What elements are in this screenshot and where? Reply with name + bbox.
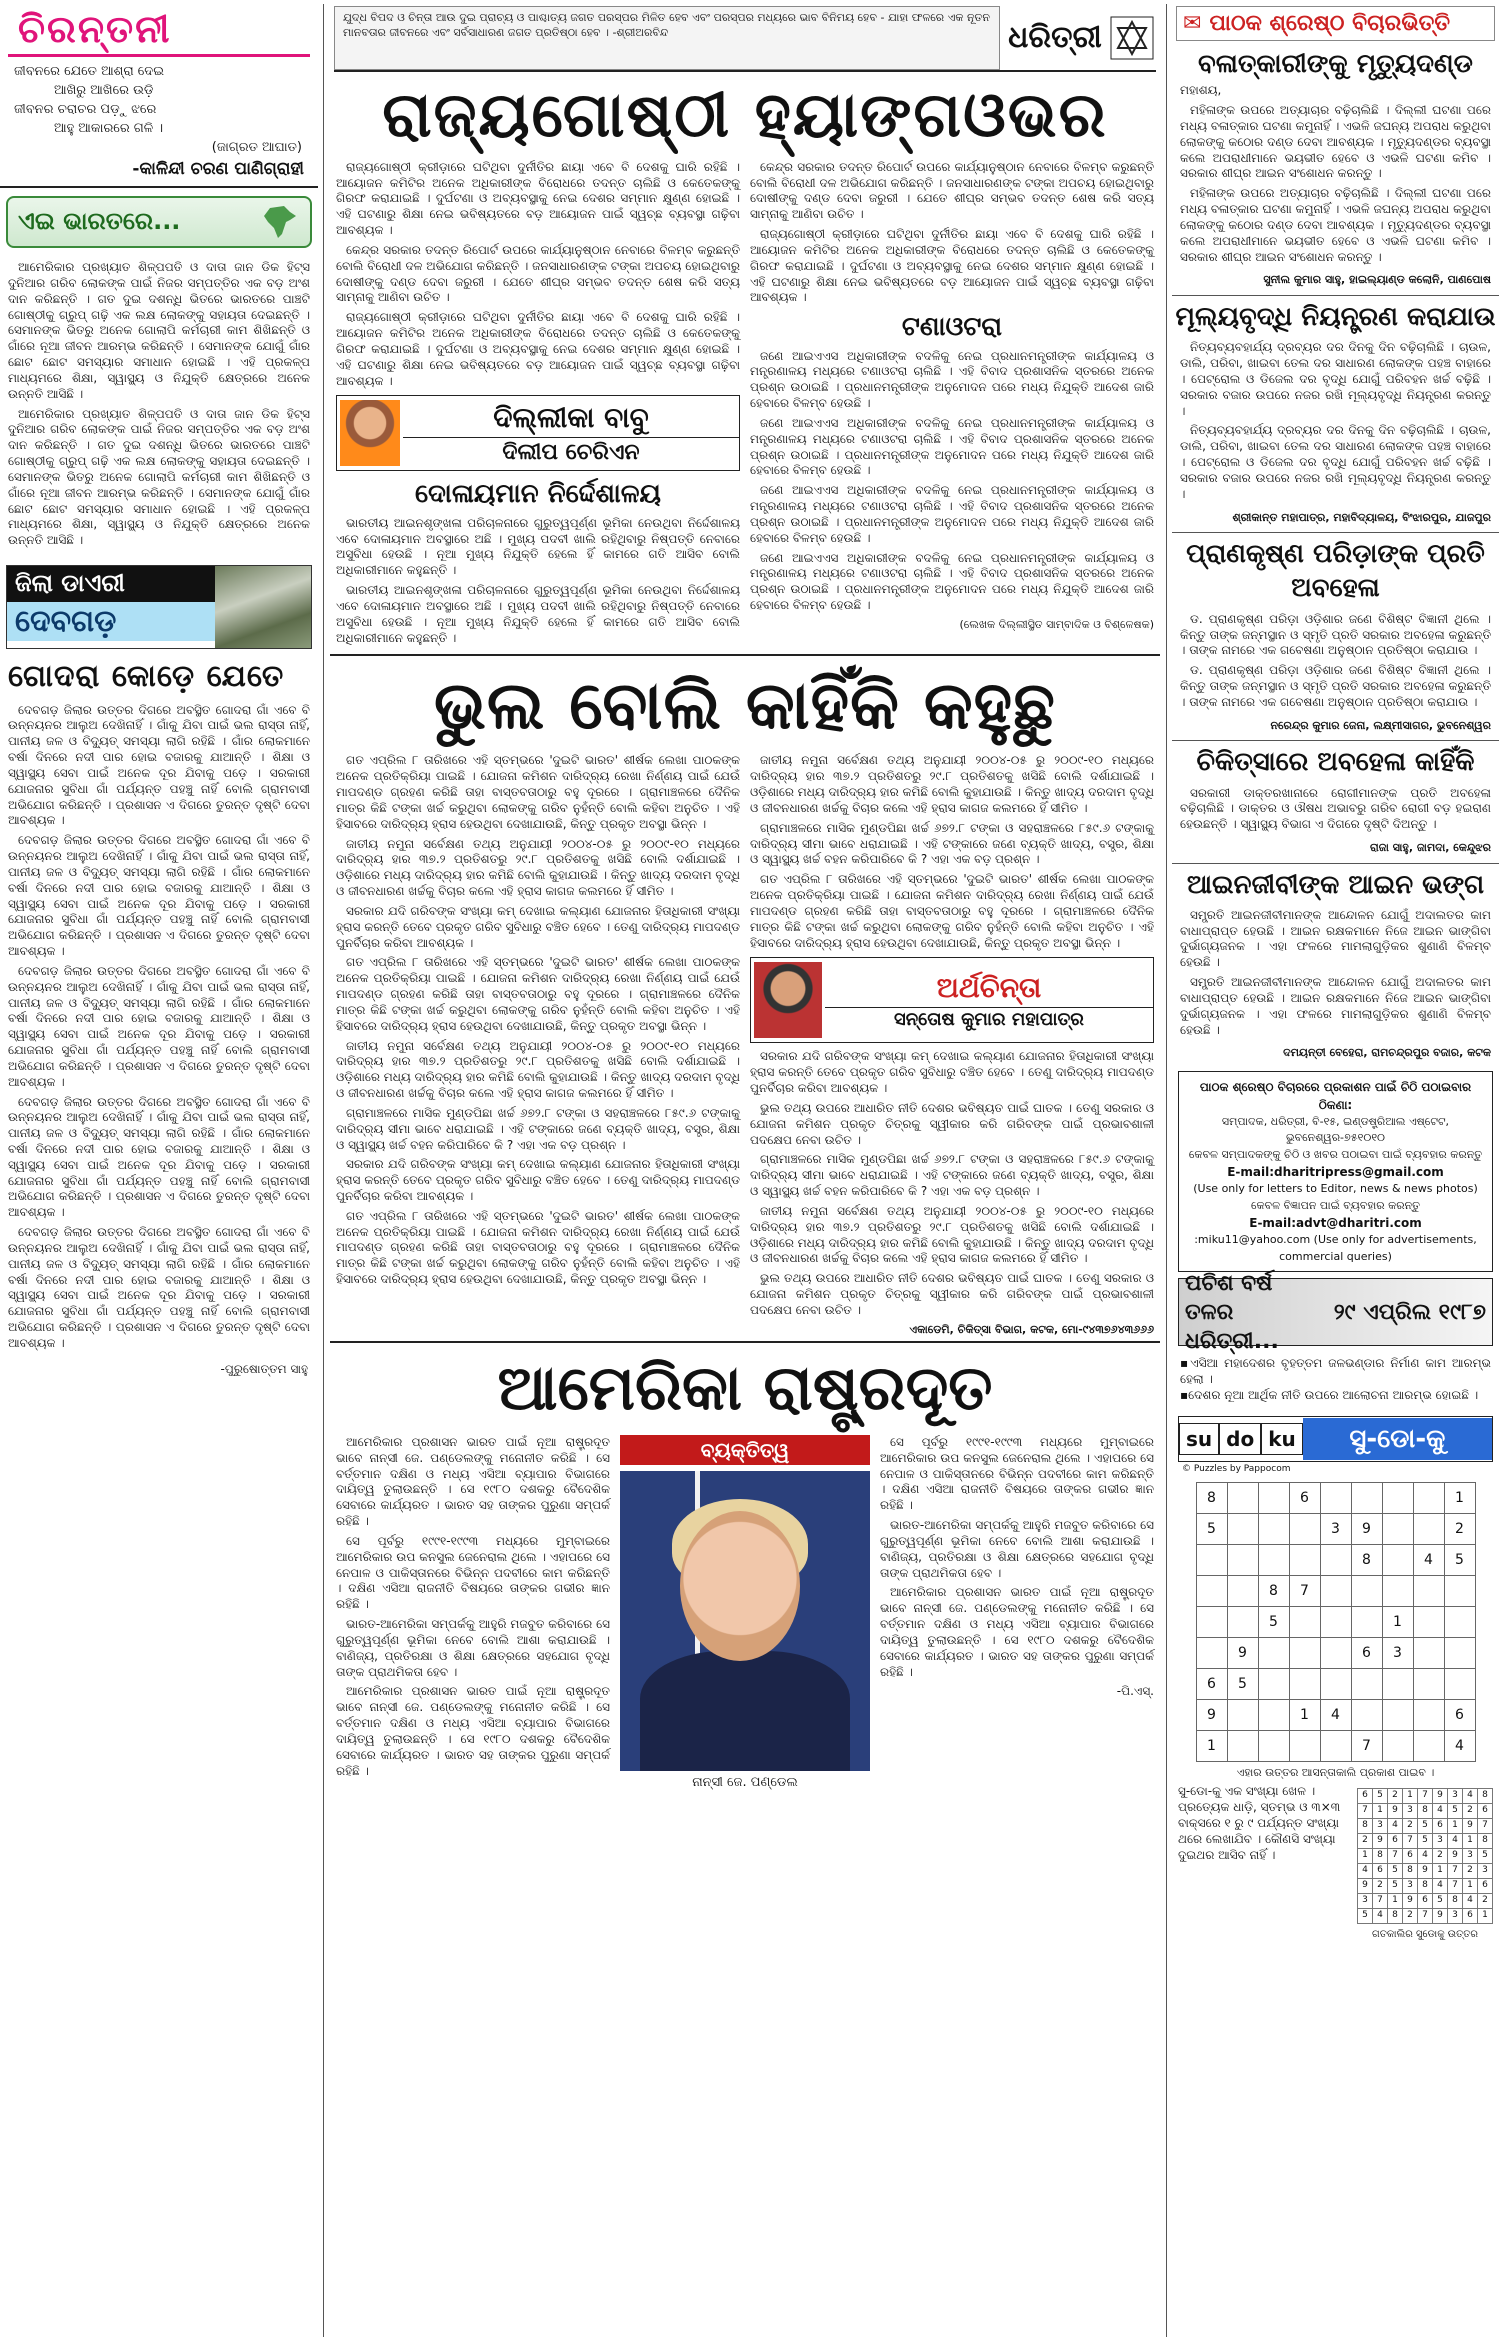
- solution-cell: 6: [1388, 1834, 1403, 1849]
- solution-cell: 9: [1373, 1834, 1388, 1849]
- sudoku-cell[interactable]: 8: [1196, 1482, 1227, 1513]
- solution-cell: 1: [1403, 1789, 1418, 1804]
- solution-cell: 4: [1433, 1804, 1448, 1819]
- poem-author: -କାଳିନ୍ଦୀ ଚରଣ ପାଣିଗ୍ରାହୀ: [132, 158, 304, 179]
- america-article: ଆମେରିକାର ପ୍ରଶାସନ ଭାରତ ପାଇଁ ନୂଆ ରାଷ୍ଟ୍ରଦୂତ ଭାବେ ନାନ୍ସୀ ଜେ. ପଣ୍ଡେଲଙ୍କୁ ମନୋନୀତ କରିଛି । ସେ ବର୍ତ୍ତମାନ ଦକ୍ଷିଣ ଓ ମଧ୍ୟ ଏସିଆ ବ୍ୟାପାର ବିଭାଗରେ ଦାୟିତ୍ୱ ତୁଲାଉଛନ୍ତି । ସେ ୧୯୮୦ ଦଶକରୁ ବୈଦେଶିକ ସେବାରେ କାର୍ଯ୍ୟରତ । ଭାରତ ସହ ତାଙ୍କର ପୁରୁଣା ସମ୍ପର୍କ ରହିଛି । ସେ ପୂର୍ବରୁ ୧୯୯୧-୧୯୯୩ ମଧ୍ୟରେ ମୁମ୍ବାଇରେ ଆମେରିକାର ଉପ କନସୁଲ ଜେନେରାଲ ଥିଲେ । ଏହାପରେ ସେ ନେପାଳ ଓ ପାକିସ୍ତାନରେ ବିଭିନ୍ନ ପଦବୀରେ କାମ କରିଛନ୍ତି । ଦକ୍ଷିଣ ଏସିଆ ରାଜନୀତି ବିଷୟରେ ତାଙ୍କର ଗଭୀର ଜ୍ଞାନ ରହିଛି । ଭାରତ-ଆମେରିକା ସମ୍ପର୍କକୁ ଆହୁରି ମଜବୁତ କରିବାରେ ସେ ଗୁରୁତ୍ୱପୂର୍ଣ୍ଣ ଭୂମିକା ନେବେ ବୋଲି ଆଶା କରାଯାଉଛି । ବାଣିଜ୍ୟ, ପ୍ରତିରକ୍ଷା ଓ ଶିକ୍ଷା କ୍ଷେତ୍ରରେ ସହଯୋଗ ବୃଦ୍ଧି ତାଙ୍କ ପ୍ରାଥମିକତା ହେବ । ଆମେରିକାର ପ୍ରଶାସନ ଭାରତ ପାଇଁ ନୂଆ ରାଷ୍ଟ୍ରଦୂତ ଭାବେ ନାନ୍ସୀ ଜେ. ପଣ୍ଡେଲଙ୍କୁ ମନୋନୀତ କରିଛି । ସେ ବର୍ତ୍ତମାନ ଦକ୍ଷିଣ ଓ ମଧ୍ୟ ଏସିଆ ବ୍ୟାପାର ବିଭାଗରେ ଦାୟିତ୍ୱ ତୁଲାଉଛନ୍ତି । ସେ ୧୯୮୦ ଦଶକରୁ ବୈଦେଶିକ ସେବାରେ କାର୍ଯ୍ୟରତ । ଭାରତ ସହ ତାଙ୍କର ପୁରୁଣା ସମ୍ପର୍କ ରହିଛି । ବ୍ୟକ୍ତିତ୍ୱ ନାନ୍ସୀ ଜେ. ପଣ୍ଡେଲ ସେ ପୂର୍ବରୁ ୧୯୯୧-୧୯୯୩ ମଧ୍ୟରେ ମୁମ୍ବାଇରେ ଆମେରିକାର ଉପ କନସୁଲ ଜେନେରାଲ ଥିଲେ । ଏହାପରେ ସେ ନେପାଳ ଓ ପାକିସ୍ତାନରେ ବିଭିନ୍ନ ପଦବୀରେ କାମ କରିଛନ୍ତି । ଦକ୍ଷିଣ ଏସିଆ ରାଜନୀତି ବିଷୟରେ ତାଙ୍କର ଗଭୀର ଜ୍ଞାନ ରହିଛି । ଭାରତ-ଆମେରିକା ସମ୍ପର୍କକୁ ଆହୁରି ମଜବୁତ କରିବାରେ ସେ ଗୁରୁତ୍ୱପୂର୍ଣ୍ଣ ଭୂମିକା ନେବେ ବୋଲି ଆଶା କରାଯାଉଛି । ବାଣିଜ୍ୟ, ପ୍ରତିରକ୍ଷା ଓ ଶିକ୍ଷା କ୍ଷେତ୍ରରେ ସହଯୋଗ ବୃଦ୍ଧି ତାଙ୍କ ପ୍ରାଥମିକତା ହେବ । ଆମେରିକାର ପ୍ରଶାସନ ଭାରତ ପାଇଁ ନୂଆ ରାଷ୍ଟ୍ରଦୂତ ଭାବେ ନାନ୍ସୀ ଜେ. ପଣ୍ଡେଲଙ୍କୁ ମନୋନୀତ କରିଛି । ସେ ବର୍ତ୍ତମାନ ଦକ୍ଷିଣ ଓ ମଧ୍ୟ ଏସିଆ ବ୍ୟାପାର ବିଭାଗରେ ଦାୟିତ୍ୱ ତୁଲାଉଛନ୍ତି । ସେ ୧୯୮୦ ଦଶକରୁ ବୈଦେଶିକ ସେବାରେ କାର୍ଯ୍ୟରତ । ଭାରତ ସହ ତାଙ୍କର ପୁରୁଣା ସମ୍ପର୍କ ରହିଛି । -ପି.ଏସ୍.: [330, 1435, 1160, 1795]
- solution-cell: 2: [1433, 1849, 1448, 1864]
- sudoku-cell[interactable]: [1196, 1637, 1227, 1668]
- solution-cell: 2: [1463, 1804, 1478, 1819]
- godara-heading: ଗୋଦରା କୋଡ଼େ ଯେତେ: [8, 659, 285, 695]
- sudoku-cell[interactable]: [1444, 1575, 1475, 1606]
- sudoku-cell[interactable]: [1413, 1606, 1444, 1637]
- solution-cell: 8: [1373, 1849, 1388, 1864]
- anniversary-banner: [1178, 1270, 1493, 1354]
- sudoku-cell[interactable]: [1227, 1544, 1258, 1575]
- solution-cell: 9: [1433, 1909, 1448, 1924]
- sudoku-odia-title: ସୁ-ଡୋ-କୁ: [1303, 1418, 1492, 1460]
- letter-heading: ବଳାତ୍କାରୀଙ୍କୁ ମୃତ୍ୟୁଦଣ୍ଡ: [1198, 49, 1473, 80]
- letter-signature: ରାଜା ସାହୁ, ଜାମଦା, କେନ୍ଦୁଝର: [1370, 840, 1491, 854]
- author-name: ସନ୍ତୋଷ କୁମାର ମହାପାତ୍ର: [825, 1007, 1153, 1032]
- sudoku-cell[interactable]: [1227, 1482, 1258, 1513]
- solution-cell: 5: [1388, 1879, 1403, 1894]
- letters-title: ପାଠକ ଶ୍ରେଷ୍ଠ ବିଚାରଭିତ୍ତି: [1209, 11, 1451, 36]
- sudoku-cell[interactable]: 3: [1382, 1637, 1413, 1668]
- sudoku-cell[interactable]: [1444, 1668, 1475, 1699]
- solution-cell: 7: [1358, 1804, 1373, 1819]
- solution-cell: 3: [1373, 1819, 1388, 1834]
- solution-cell: 5: [1373, 1789, 1388, 1804]
- district-diary-label: ଜିଲା ଡାଏରୀ: [7, 566, 215, 602]
- masthead: [334, 6, 1156, 72]
- chirantani-heading: ଚିରନ୍ତନୀ: [8, 4, 310, 57]
- solution-cell: 7: [1418, 1789, 1433, 1804]
- sudoku-grid[interactable]: [1196, 1482, 1476, 1762]
- sudoku-cell[interactable]: [1413, 1730, 1444, 1761]
- solution-cell: 6: [1463, 1909, 1478, 1924]
- solution-cell: 6: [1478, 1804, 1493, 1819]
- logo-text: ଧରିତ୍ରୀ: [1008, 20, 1102, 56]
- sudoku-cell[interactable]: [1289, 1668, 1320, 1699]
- column-credit: (ଲେଖକ ଦିଲ୍ଲୀସ୍ଥିତ ସାମ୍ବାଦିକ ଓ ବିଶ୍ଳେଷକ): [959, 617, 1154, 631]
- sudoku-cell[interactable]: 1: [1444, 1482, 1475, 1513]
- sudoku-cell[interactable]: [1413, 1513, 1444, 1544]
- columnist-name: ଦିଲୀପ ଚେରିଏନ: [502, 439, 640, 465]
- solution-cell: 3: [1403, 1804, 1418, 1819]
- letter-heading: ଚିକିତ୍ସାରେ ଅବହେଳା କାହିଁକି: [1196, 747, 1475, 778]
- solution-cell: 6: [1358, 1789, 1373, 1804]
- letter-signature: ନରେନ୍ଦ୍ର କୁମାର ଜେନା, ଲକ୍ଷ୍ମୀସାଗର, ଭୁବନେଶ୍ୱର: [1270, 718, 1491, 732]
- solution-cell: 3: [1478, 1864, 1493, 1879]
- solution-cell: 2: [1403, 1819, 1418, 1834]
- sudoku-cell[interactable]: 7: [1289, 1575, 1320, 1606]
- salutation: ମହାଶୟ,: [1180, 83, 1222, 98]
- sudoku-cell[interactable]: [1382, 1730, 1413, 1761]
- solution-cell: 9: [1403, 1894, 1418, 1909]
- sudoku-cell[interactable]: [1382, 1668, 1413, 1699]
- sudoku-cell[interactable]: [1258, 1513, 1289, 1544]
- poem-line: ଜୀବନର ଚରାଚର ପଡ଼ୁ ଝରେ: [14, 101, 157, 117]
- sudoku-cell[interactable]: [1227, 1575, 1258, 1606]
- sudoku-cell[interactable]: 2: [1444, 1513, 1475, 1544]
- district-diary-banner: [6, 565, 312, 649]
- sudoku-cell[interactable]: [1382, 1482, 1413, 1513]
- sudoku-cell[interactable]: 6: [1444, 1699, 1475, 1730]
- solution-cell: 1: [1463, 1879, 1478, 1894]
- solution-cell: 1: [1433, 1864, 1448, 1879]
- sudoku-cell[interactable]: [1258, 1637, 1289, 1668]
- profile-photo-block: [620, 1435, 870, 1795]
- arthachinta-banner: [750, 957, 1154, 1043]
- sudoku-cell[interactable]: [1351, 1699, 1382, 1730]
- solution-cell: 1: [1478, 1909, 1493, 1924]
- sudoku-cell[interactable]: 6: [1196, 1668, 1227, 1699]
- solution-cell: 4: [1463, 1789, 1478, 1804]
- solution-cell: 1: [1448, 1819, 1463, 1834]
- solution-cell: 7: [1373, 1894, 1388, 1909]
- sudoku-cell[interactable]: [1258, 1544, 1289, 1575]
- sudoku-cell[interactable]: [1413, 1699, 1444, 1730]
- solution-cell: 4: [1418, 1849, 1433, 1864]
- editor-email: E-mail:dharitripress@gmail.com: [1227, 1165, 1444, 1180]
- solution-cell: 8: [1358, 1819, 1373, 1834]
- sudoku-cell[interactable]: [1351, 1482, 1382, 1513]
- sudoku-cell[interactable]: [1320, 1575, 1351, 1606]
- solution-cell: 8: [1403, 1864, 1418, 1879]
- solution-cell: 2: [1478, 1894, 1493, 1909]
- sudoku-cell[interactable]: [1382, 1575, 1413, 1606]
- poem-line: ଆଖିରୁ ଆଖିରେ ଉଡ଼ି: [54, 83, 154, 98]
- sudoku-cell[interactable]: 4: [1413, 1544, 1444, 1575]
- article-credit: ଏକାଡେମି, ଚିକିତ୍ସା ବିଭାଗ, କଟକ, ମୋ-୯୪୩୭୬୪୩୬୬୬: [909, 1322, 1154, 1336]
- solution-cell: 7: [1388, 1849, 1403, 1864]
- sudoku-cell[interactable]: 5: [1227, 1668, 1258, 1699]
- solution-cell: 6: [1478, 1879, 1493, 1894]
- america-ambassador-headline: ଆମେରିକା ରାଷ୍ଟ୍ରଦୂତ: [497, 1351, 993, 1425]
- godara-signature: -ପୁରୁଷୋତ୍ତମ ସାହୁ: [220, 1361, 308, 1376]
- vyaktitwa-label: ବ୍ୟକ୍ତିତ୍ୱ: [620, 1435, 870, 1465]
- solution-cell: 6: [1418, 1894, 1433, 1909]
- solution-cell: 6: [1373, 1864, 1388, 1879]
- solution-cell: 1: [1388, 1894, 1403, 1909]
- solution-cell: 3: [1448, 1909, 1463, 1924]
- solution-cell: 9: [1433, 1789, 1448, 1804]
- sudoku-cell[interactable]: 3: [1320, 1513, 1351, 1544]
- solution-cell: 6: [1403, 1849, 1418, 1864]
- newspaper-logo: [1006, 6, 1156, 70]
- solution-cell: 8: [1388, 1909, 1403, 1924]
- solution-cell: 9: [1418, 1864, 1433, 1879]
- solution-cell: 5: [1433, 1894, 1448, 1909]
- solution-cell: 5: [1388, 1864, 1403, 1879]
- main-column: [330, 0, 1160, 2341]
- solution-cell: 1: [1463, 1834, 1478, 1849]
- sudoku-cell[interactable]: [1413, 1637, 1444, 1668]
- sudoku-cell[interactable]: 9: [1196, 1699, 1227, 1730]
- sudoku-cell[interactable]: [1196, 1575, 1227, 1606]
- poverty-headline: ଭୁଲ ବୋଲି କାହିଁକି କହୁଛୁ: [433, 667, 1056, 745]
- solution-cell: 5: [1478, 1849, 1493, 1864]
- solution-cell: 2: [1358, 1834, 1373, 1849]
- solution-cell: 5: [1358, 1909, 1373, 1924]
- sudoku-cell[interactable]: [1227, 1513, 1258, 1544]
- solution-cell: 8: [1418, 1879, 1433, 1894]
- solution-cell: 8: [1418, 1804, 1433, 1819]
- america-signature: -ପି.ଏସ୍.: [1116, 1684, 1154, 1699]
- sudoku-cell[interactable]: 5: [1444, 1544, 1475, 1575]
- dilli-babu-banner: [336, 395, 740, 471]
- sudoku-cell[interactable]: 9: [1351, 1513, 1382, 1544]
- sudoku-cell[interactable]: [1289, 1513, 1320, 1544]
- solution-cell: 4: [1448, 1834, 1463, 1849]
- letter-heading: ଆଇନଜୀବୀଙ୍କ ଆଇନ ଭଙ୍ଗ: [1186, 869, 1485, 900]
- sudoku-cell[interactable]: [1320, 1544, 1351, 1575]
- solution-cell: 4: [1463, 1894, 1478, 1909]
- advert-email: E-mail:advt@dharitri.com: [1249, 1216, 1422, 1231]
- sudoku-answer-note: ଏହାର ଉତ୍ତର ଆସନ୍ତାକାଲି ପ୍ରକାଶ ପାଇବ ।: [1236, 1765, 1435, 1779]
- sudoku-cell[interactable]: 8: [1351, 1544, 1382, 1575]
- letter-signature: ଶ୍ରୀକାନ୍ତ ମହାପାତ୍ର, ମହାବିଦ୍ୟାଳୟ, ବିଂଝାରପୁର, ଯାଜପୁର: [1232, 510, 1491, 524]
- sudoku-cell[interactable]: [1444, 1637, 1475, 1668]
- solution-cell: 8: [1478, 1789, 1493, 1804]
- letter-heading: ପ୍ରାଣକୃଷ୍ଣ ପରିଡ଼ାଙ୍କ ପ୍ରତି ଅବହେଳା: [1186, 539, 1485, 604]
- solution-cell: 3: [1358, 1894, 1373, 1909]
- sudoku-cell[interactable]: [1289, 1637, 1320, 1668]
- anniversary-body: ▪ଏସିଆ ମହାଦେଶର ବୃହତ୍ତମ ଜଳଭଣ୍ଡାର ନିର୍ମାଣ କାମ ଆରମ୍ଭ ହେଲା । ▪ଦେଶର ନୂଆ ଆର୍ଥିକ ନୀତି ଉପରେ ଆଲୋଚନା ଆରମ୍ଭ ହୋଇଛି ।: [1180, 1356, 1491, 1403]
- sudoku-cell[interactable]: [1227, 1730, 1258, 1761]
- sudoku-cell[interactable]: [1382, 1544, 1413, 1575]
- sudoku-cell[interactable]: [1320, 1668, 1351, 1699]
- waterfall-photo: [215, 566, 311, 648]
- sudoku-cell[interactable]: 4: [1320, 1699, 1351, 1730]
- right-column: ✉ ପାଠକ ଶ୍ରେଷ୍ଠ ବିଚାରଭିତ୍ତି ବଳାତ୍କାରୀଙ୍କୁ ମୃତ୍ୟୁଦଣ୍ଡ ମହାଶୟ, ମହିଳାଙ୍କ ଉପରେ ଅତ୍ୟାଚାର ବଢ଼ିଚାଲିଛି । ଦିଲ୍ଲୀ ଘଟଣା ପରେ ମଧ୍ୟ ବଳାତ୍କାର ଘଟଣା କମୁନାହିଁ । ଏଭଳି ଜଘନ୍ୟ ଅପରାଧ କରୁଥିବା ଲୋକଙ୍କୁ କଠୋର ଦଣ୍ଡ ଦେବା ଆବଶ୍ୟକ । ମୃତ୍ୟୁଦଣ୍ଡର ବ୍ୟବସ୍ଥା କଲେ ଅପରାଧୀମାନେ ଭୟଭୀତ ହେବେ ଓ ଏଭଳି ଘଟଣା କମିବ । ସରକାର ଶୀଘ୍ର ଆଇନ ସଂଶୋଧନ କରନ୍ତୁ । ମହିଳାଙ୍କ ଉପରେ ଅତ୍ୟାଚାର ବଢ଼ିଚାଲିଛି । ଦିଲ୍ଲୀ ଘଟଣା ପରେ ମଧ୍ୟ ବଳାତ୍କାର ଘଟଣା କମୁନାହିଁ । ଏଭଳି ଜଘନ୍ୟ ଅପରାଧ କରୁଥିବା ଲୋକଙ୍କୁ କଠୋର ଦଣ୍ଡ ଦେବା ଆବଶ୍ୟକ । ମୃତ୍ୟୁଦଣ୍ଡର ବ୍ୟବସ୍ଥା କଲେ ଅପରାଧୀମାନେ ଭୟଭୀତ ହେବେ ଓ ଏଭଳି ଘଟଣା କମିବ । ସରକାର ଶୀଘ୍ର ଆଇନ ସଂଶୋଧନ କରନ୍ତୁ । ସୁନୀଲ କୁମାର ସାହୁ, ହାଇଲ୍ୟାଣ୍ଡ କଲୋନି, ପାଣପୋଷ ମୂଲ୍ୟବୃଦ୍ଧି ନିୟନ୍ତ୍ରଣ କରାଯାଉ ନିତ୍ୟବ୍ୟବହାର୍ଯ୍ୟ ଦ୍ରବ୍ୟର ଦର ଦିନକୁ ଦିନ ବଢ଼ିଚାଲିଛି । ଚାଉଳ, ଡାଲି, ପରିବା, ଖାଇବା ତେଲ ଦର ସାଧାରଣ ଲୋକଙ୍କ ପହଞ୍ଚ ବାହାରେ । ପେଟ୍ରୋଲ ଓ ଡିଜେଲ ଦର ବୃଦ୍ଧି ଯୋଗୁଁ ପରିବହନ ଖର୍ଚ୍ଚ ବଢ଼ିଛି । ସରକାର ବଜାର ଉପରେ ନଜର ରଖି ମୂଲ୍ୟବୃଦ୍ଧି ନିୟନ୍ତ୍ରଣ କରନ୍ତୁ । ନିତ୍ୟବ୍ୟବହାର୍ଯ୍ୟ ଦ୍ରବ୍ୟର ଦର ଦିନକୁ ଦିନ ବଢ଼ିଚାଲିଛି । ଚାଉଳ, ଡାଲି, ପରିବା, ଖାଇବା ତେଲ ଦର ସାଧାରଣ ଲୋକଙ୍କ ପହଞ୍ଚ ବାହାରେ । ପେଟ୍ରୋଲ ଓ ଡିଜେଲ ଦର ବୃଦ୍ଧି ଯୋଗୁଁ ପରିବହନ ଖର୍ଚ୍ଚ ବଢ଼ିଛି । ସରକାର ବଜାର ଉପରେ ନଜର ରଖି ମୂଲ୍ୟବୃଦ୍ଧି ନିୟନ୍ତ୍ରଣ କରନ୍ତୁ । ଶ୍ରୀକାନ୍ତ ମହାପାତ୍ର, ମହାବିଦ୍ୟାଳୟ, ବିଂଝାରପୁର, ଯାଜପୁର ପ୍ରାଣକୃଷ୍ଣ ପରିଡ଼ାଙ୍କ ପ୍ରତି ଅବହେଳା ଡ. ପ୍ରାଣକୃଷ୍ଣ ପରିଡ଼ା ଓଡ଼ିଶାର ଜଣେ ବିଶିଷ୍ଟ ବିଜ୍ଞାନୀ ଥିଲେ । କିନ୍ତୁ ତାଙ୍କ ଜନ୍ମସ୍ଥାନ ଓ ସ୍ମୃତି ପ୍ରତି ସରକାର ଅବହେଳା କରୁଛନ୍ତି । ତାଙ୍କ ନାମରେ ଏକ ଗବେଷଣା ଅନୁଷ୍ଠାନ ପ୍ରତିଷ୍ଠା କରାଯାଉ । ଡ. ପ୍ରାଣକୃଷ୍ଣ ପରିଡ଼ା ଓଡ଼ିଶାର ଜଣେ ବିଶିଷ୍ଟ ବିଜ୍ଞାନୀ ଥିଲେ । କିନ୍ତୁ ତାଙ୍କ ଜନ୍ମସ୍ଥାନ ଓ ସ୍ମୃତି ପ୍ରତି ସରକାର ଅବହେଳା କରୁଛନ୍ତି । ତାଙ୍କ ନାମରେ ଏକ ଗବେଷଣା ଅନୁଷ୍ଠାନ ପ୍ରତିଷ୍ଠା କରାଯାଉ । ନରେନ୍ଦ୍ର କୁମାର ଜେନା, ଲକ୍ଷ୍ମୀସାଗର, ଭୁବନେଶ୍ୱର ଚିକିତ୍ସାରେ ଅବହେଳା କାହିଁକି ସରକାରୀ ଡାକ୍ତରଖାନାରେ ରୋଗୀମାନଙ୍କ ପ୍ରତି ଅବହେଳା ବଢ଼ିଚାଲିଛି । ଡାକ୍ତର ଓ ଔଷଧ ଅଭାବରୁ ଗରିବ ରୋଗୀ ବଡ଼ ହଇରାଣ ହେଉଛନ୍ତି । ସ୍ୱାସ୍ଥ୍ୟ ବିଭାଗ ଏ ଦିଗରେ ଦୃଷ୍ଟି ଦିଅନ୍ତୁ । ରାଜା ସାହୁ, ଜାମଦା, କେନ୍ଦୁଝର ଆଇନଜୀବୀଙ୍କ ଆଇନ ଭଙ୍ଗ ସମ୍ପ୍ରତି ଆଇନଜୀବୀମାନଙ୍କ ଆନ୍ଦୋଳନ ଯୋଗୁଁ ଅଦାଲତର କାମ ବାଧାପ୍ରାପ୍ତ ହେଉଛି । ଆଇନ ରକ୍ଷକମାନେ ନିଜେ ଆଇନ ଭାଙ୍ଗିବା ଦୁର୍ଭାଗ୍ୟଜନକ । ଏହା ଫଳରେ ମାମଲାଗୁଡ଼ିକର ଶୁଣାଣି ବିଳମ୍ବ ହେଉଛି । ସମ୍ପ୍ରତି ଆଇନଜୀବୀମାନଙ୍କ ଆନ୍ଦୋଳନ ଯୋଗୁଁ ଅଦାଲତର କାମ ବାଧାପ୍ରାପ୍ତ ହେଉଛି । ଆଇନ ରକ୍ଷକମାନେ ନିଜେ ଆଇନ ଭାଙ୍ଗିବା ଦୁର୍ଭାଗ୍ୟଜନକ । ଏହା ଫଳରେ ମାମଲାଗୁଡ଼ିକର ଶୁଣାଣି ବିଳମ୍ବ ହେଉଛି । ଦମୟନ୍ତୀ ବେହେରା, ରାମଚନ୍ଦ୍ରପୁର ବଜାର, କଟକ ପାଠକ ଶ୍ରେଷ୍ଠ ବିଚାରରେ ପ୍ରକାଶନ ପାଇଁ ଚିଠି ପଠାଇବାର ଠିକଣା: ସମ୍ପାଦକ, ଧରିତ୍ରୀ, ବି-୧୫, ଇଣ୍ଡଷ୍ଟ୍ରିଆଲ ଏଷ୍ଟେଟ, ଭୁବନେଶ୍ୱର-୭୫୧୦୧୦ କେବଳ ସମ୍ପାଦକଙ୍କୁ ଚିଠି ଓ ଖବର ପଠାଇବା ପାଇଁ ବ୍ୟବହାର କରନ୍ତୁ E-mail:dharitripress@gmail.com (Use only for letters to Editor, news & news photos) କେବଳ ବିଜ୍ଞାପନ ପାଇଁ ବ୍ୟବହାର କରନ୍ତୁ E-mail:advt@dharitri.com :miku11@yahoo.com (Use only for advertisements, commercial queries) ପଚିଶ ବର୍ଷ ତଳର ଧରିତ୍ରୀ... ୨୯ ଏପ୍ରିଲ ୧୯୮୭ ▪ଏସିଆ ମହାଦେଶର ବୃହତ୍ତମ ଜଳଭଣ୍ଡାର ନିର୍ମାଣ କାମ ଆରମ୍ଭ ହେଲା । ▪ଦେଶର ନୂଆ ଆର୍ଥିକ ନୀତି ଉପରେ ଆଲୋଚନା ଆରମ୍ଭ ହୋଇଛି । su do ku ସୁ-ଡୋ-କୁ © Puzzles by Pappocom 8 6 1 5 3 9 2 8 4 5 8 7 5 1 9 6 3 6 5 9 1 4 6 1 7 4 ଏହାର ଉତ୍ତର ଆସନ୍ତାକାଲି ପ୍ରକାଶ ପାଇବ । ସୁ-ଡୋ-କୁ ଏକ ସଂଖ୍ୟା ଖେଳ । ପ୍ରତ୍ୟେକ ଧାଡ଼ି, ସ୍ତମ୍ଭ ଓ ୩×୩ ବାକ୍ସରେ ୧ ରୁ ୯ ପର୍ଯ୍ୟନ୍ତ ସଂଖ୍ୟା ଥରେ ଲେଖାଯିବ । କୌଣସି ସଂଖ୍ୟା ଦୁଇଥର ଆସିବ ନାହିଁ । 6 5 2 1 7 9 3 4 8 7 1 9 3 8 4 5 2 6 8 3 4 2 5 6 1 9 7 2 9 6 7 5 3 4 1 8 1 8 7 6 4 2 9 3 5 4 6 5 8 9 1 7 2 3 9 2 5 3 8 4 7 1 6 3 7 1 9 6 5 8 4 2 5 4 8 2 7 9 3 6 1 ଗତକାଲିର ସୁଡୋକୁ ଉତ୍ତର: [1172, 0, 1499, 2341]
- sudoku-cell[interactable]: [1258, 1699, 1289, 1730]
- sudoku-cell[interactable]: [1413, 1482, 1444, 1513]
- sudoku-cell[interactable]: [1196, 1606, 1227, 1637]
- sudoku-cell[interactable]: [1258, 1668, 1289, 1699]
- ebe-bharatare-title: ଏଇ ଭାରତରେ...: [18, 207, 181, 236]
- solution-cell: 9: [1448, 1849, 1463, 1864]
- solution-cell: 9: [1358, 1879, 1373, 1894]
- solution-cell: 6: [1433, 1819, 1448, 1834]
- solution-cell: 2: [1388, 1789, 1403, 1804]
- solution-cell: 4: [1358, 1864, 1373, 1879]
- arthachinta-title: ଅର୍ଥଚିନ୍ତା: [936, 970, 1042, 1004]
- solution-cell: 2: [1373, 1879, 1388, 1894]
- solution-cell: 3: [1433, 1834, 1448, 1849]
- sudoku-cell[interactable]: [1196, 1544, 1227, 1575]
- sudoku-cell[interactable]: 1: [1289, 1699, 1320, 1730]
- sudoku-cell[interactable]: [1351, 1668, 1382, 1699]
- sudoku-cell[interactable]: [1289, 1730, 1320, 1761]
- solution-cell: 9: [1388, 1804, 1403, 1819]
- photo-caption: ନାନ୍ସୀ ଜେ. ପଣ୍ଡେଲ: [692, 1775, 798, 1791]
- solution-cell: 2: [1403, 1909, 1418, 1924]
- solution-cell: 8: [1478, 1834, 1493, 1849]
- solution-cell: 1: [1373, 1804, 1388, 1819]
- previous-sudoku-solution: [1357, 1788, 1493, 1924]
- editorial-headline: ରାଜ୍ୟଗୋଷ୍ଠୀ ହ୍ୟାଙ୍ଗଓଭର: [382, 78, 1108, 151]
- solution-cell: 5: [1448, 1804, 1463, 1819]
- sudoku-cell[interactable]: [1382, 1513, 1413, 1544]
- column-title: ଦିଲ୍ଲୀକା ବାବୁ: [403, 400, 739, 438]
- solution-cell: 7: [1448, 1879, 1463, 1894]
- poem-source: (ଜାଗ୍ରତ ଆଘାତ): [211, 139, 302, 155]
- solution-cell: 5: [1418, 1819, 1433, 1834]
- tanaotara-heading: ଟଣାଓଟରା: [901, 312, 1003, 343]
- sudoku-cell[interactable]: 1: [1382, 1606, 1413, 1637]
- masthead-quote: ଯୁଦ୍ଧ ବିପଦ ଓ ଚିନ୍ତା ଆଉ ଦୁଇ ପ୍ରାଚ୍ୟ ଓ ପାଶ୍ଚାତ୍ୟ ଜଗତ ପରସ୍ପର ମିଳିତ ହେବ ଏବଂ ପରସ୍ପର ମଧ୍ୟରେ ଭାବ ବିନିମୟ ହେବ - ଯାହା ଫଳରେ ଏକ ନୂତନ ମାନବତାର ଜୀବନରେ ଏବଂ ସର୍ବସାଧାରଣ ଜଗତ ପ୍ରତିଷ୍ଠା ହେବ । -ଶ୍ରୀଅରବିନ୍ଦ: [334, 6, 1000, 70]
- sudoku-cell[interactable]: 5: [1258, 1606, 1289, 1637]
- ebe-bharatare-banner: [6, 196, 312, 248]
- sudoku-cell[interactable]: [1413, 1575, 1444, 1606]
- sudoku-cell[interactable]: [1289, 1606, 1320, 1637]
- poem: [0, 63, 318, 138]
- india-map-icon: [260, 204, 300, 240]
- sudoku-header: su do ku ସୁ-ଡୋ-କୁ: [1178, 1416, 1493, 1462]
- envelope-icon: ✉: [1183, 11, 1202, 36]
- ebe-bharatare-body: ଆମେରିକାର ପ୍ରଖ୍ୟାତ ଶିଳ୍ପପତି ଓ ଦାତା ଜାନ ଡିକ ହିଟ୍ସ ଦୁନିଆର ଗରିବ ଲୋକଙ୍କ ପାଇଁ ନିଜର ସମ୍ପତ୍ତିର ଏକ ବଡ଼ ଅଂଶ ଦାନ କରିଛନ୍ତି । ଗତ ଦୁଇ ଦଶନ୍ଧି ଭିତରେ ଭାରତରେ ପାଞ୍ଚଟି ଗୋଷ୍ଠୀକୁ ଗ୍ରୁପ୍ ଗଢ଼ି ଏକ ଲକ୍ଷ ଲୋକଙ୍କୁ ସହାୟତା ଦେଇଛନ୍ତି । ସେମାନଙ୍କ ଭିତରୁ ଅନେକ ଗୋଲାପି କର୍ମଚାରୀ କାମ ଶିଖିଛନ୍ତି ଓ ଗାଁରେ ନୂଆ ଜୀବନ ଆରମ୍ଭ କରିଛନ୍ତି । ସେମାନଙ୍କ ଯୋଗୁଁ ଗାଁର ଛୋଟ ଛୋଟ ସମସ୍ୟାର ସମାଧାନ ହୋଇଛି । ଏହି ପ୍ରକଳ୍ପ ମାଧ୍ୟମରେ ଶିକ୍ଷା, ସ୍ୱାସ୍ଥ୍ୟ ଓ ନିଯୁକ୍ତି କ୍ଷେତ୍ରରେ ଅନେକ ଉନ୍ନତି ଆସିଛି । ଆମେରିକାର ପ୍ରଖ୍ୟାତ ଶିଳ୍ପପତି ଓ ଦାତା ଜାନ ଡିକ ହିଟ୍ସ ଦୁନିଆର ଗରିବ ଲୋକଙ୍କ ପାଇଁ ନିଜର ସମ୍ପତ୍ତିର ଏକ ବଡ଼ ଅଂଶ ଦାନ କରିଛନ୍ତି । ଗତ ଦୁଇ ଦଶନ୍ଧି ଭିତରେ ଭାରତରେ ପାଞ୍ଚଟି ଗୋଷ୍ଠୀକୁ ଗ୍ରୁପ୍ ଗଢ଼ି ଏକ ଲକ୍ଷ ଲୋକଙ୍କୁ ସହାୟତା ଦେଇଛନ୍ତି । ସେମାନଙ୍କ ଭିତରୁ ଅନେକ ଗୋଲାପି କର୍ମଚାରୀ କାମ ଶିଖିଛନ୍ତି ଓ ଗାଁରେ ନୂଆ ଜୀବନ ଆରମ୍ଭ କରିଛନ୍ତି । ସେମାନଙ୍କ ଯୋଗୁଁ ଗାଁର ଛୋଟ ଛୋଟ ସମସ୍ୟାର ସମାଧାନ ହୋଇଛି । ଏହି ପ୍ରକଳ୍ପ ମାଧ୍ୟମରେ ଶିକ୍ଷା, ସ୍ୱାସ୍ଥ୍ୟ ଓ ନିଯୁକ୍ତି କ୍ଷେତ୍ରରେ ଅନେକ ଉନ୍ନତି ଆସିଛି ।: [8, 260, 310, 548]
- solution-cell: 4: [1433, 1879, 1448, 1894]
- dolayaman-heading: ଦୋଳାୟମାନ ନିର୍ଦ୍ଦେଶାଳୟ: [414, 479, 662, 510]
- sudoku-cell[interactable]: [1351, 1575, 1382, 1606]
- solution-cell: 8: [1448, 1894, 1463, 1909]
- letters-header: [1176, 6, 1495, 41]
- letter-signature: ଦମୟନ୍ତୀ ବେହେରା, ରାମଚନ୍ଦ୍ରପୁର ବଜାର, କଟକ: [1283, 1046, 1491, 1060]
- sudoku-cell[interactable]: [1320, 1730, 1351, 1761]
- columnist-photo: [340, 400, 400, 466]
- solution-cell: 7: [1403, 1834, 1418, 1849]
- solution-cell: 9: [1463, 1819, 1478, 1834]
- sudoku-cell[interactable]: [1320, 1637, 1351, 1668]
- contact-box: ପାଠକ ଶ୍ରେଷ୍ଠ ବିଚାରରେ ପ୍ରକାଶନ ପାଇଁ ଚିଠି ପଠାଇବାର ଠିକଣା: ସମ୍ପାଦକ, ଧରିତ୍ରୀ, ବି-୧୫, ଇଣ୍ଡଷ୍ଟ୍ରିଆଲ ଏଷ୍ଟେଟ, ଭୁବନେଶ୍ୱର-୭୫୧୦୧୦ କେବଳ ସମ୍ପାଦକଙ୍କୁ ଚିଠି ଓ ଖବର ପଠାଇବା ପାଇଁ ବ୍ୟବହାର କରନ୍ତୁ E-mail:dharitripress@gmail.com (Use only for letters to Editor, news & news photos) କେବଳ ବିଜ୍ଞାପନ ପାଇଁ ବ୍ୟବହାର କରନ୍ତୁ E-mail:advt@dharitri.com :miku11@yahoo.com (Use only for advertisements, commercial queries): [1178, 1071, 1493, 1273]
- sudoku-cell[interactable]: [1320, 1606, 1351, 1637]
- sudoku-cell[interactable]: 6: [1351, 1637, 1382, 1668]
- solution-cell: 3: [1463, 1849, 1478, 1864]
- editorial-body: ରାଜ୍ୟଗୋଷ୍ଠୀ କ୍ରୀଡ଼ାରେ ଘଟିଥିବା ଦୁର୍ନୀତିର ଛାୟା ଏବେ ବି ଦେଶକୁ ଘାରି ରହିଛି । ଆୟୋଜନ କମିଟିର ଅନେକ ଅଧିକାରୀଙ୍କ ବିରୋଧରେ ତଦନ୍ତ ଚାଲିଛି ଓ କେତେକଙ୍କୁ ଗିରଫ କରାଯାଇଛି । ଦୁର୍ଘଟଣା ଓ ଅବ୍ୟବସ୍ଥାକୁ ନେଇ ଦେଶର ସମ୍ମାନ କ୍ଷୁଣ୍ଣ ହୋଇଛି । ଏହି ଘଟଣାରୁ ଶିକ୍ଷା ନେଇ ଭବିଷ୍ୟତରେ ବଡ଼ ଆୟୋଜନ ପାଇଁ ସ୍ୱଚ୍ଛ ବ୍ୟବସ୍ଥା ଗଢ଼ିବା ଆବଶ୍ୟକ । କେନ୍ଦ୍ର ସରକାର ତଦନ୍ତ ରିପୋର୍ଟ ଉପରେ କାର୍ଯ୍ୟାନୁଷ୍ଠାନ ନେବାରେ ବିଳମ୍ବ କରୁଛନ୍ତି ବୋଲି ବିରୋଧୀ ଦଳ ଅଭିଯୋଗ କରିଛନ୍ତି । ଜନସାଧାରଣଙ୍କ ଟଙ୍କା ଅପଚୟ ହୋଇଥିବାରୁ ଦୋଷୀଙ୍କୁ ଦଣ୍ଡ ଦେବା ଜରୁରୀ । ଯେତେ ଶୀଘ୍ର ସମ୍ଭବ ତଦନ୍ତ ଶେଷ କରି ସତ୍ୟ ସାମ୍ନାକୁ ଆଣିବା ଉଚିତ । ରାଜ୍ୟଗୋଷ୍ଠୀ କ୍ରୀଡ଼ାରେ ଘଟିଥିବା ଦୁର୍ନୀତିର ଛାୟା ଏବେ ବି ଦେଶକୁ ଘାରି ରହିଛି । ଆୟୋଜନ କମିଟିର ଅନେକ ଅଧିକାରୀଙ୍କ ବିରୋଧରେ ତଦନ୍ତ ଚାଲିଛି ଓ କେତେକଙ୍କୁ ଗିରଫ କରାଯାଇଛି । ଦୁର୍ଘଟଣା ଓ ଅବ୍ୟବସ୍ଥାକୁ ନେଇ ଦେଶର ସମ୍ମାନ କ୍ଷୁଣ୍ଣ ହୋଇଛି । ଏହି ଘଟଣାରୁ ଶିକ୍ଷା ନେଇ ଭବିଷ୍ୟତରେ ବଡ଼ ଆୟୋଜନ ପାଇଁ ସ୍ୱଚ୍ଛ ବ୍ୟବସ୍ଥା ଗଢ଼ିବା ଆବଶ୍ୟକ । ଦିଲ୍ଲୀକା ବାବୁ ଦିଲୀପ ଚେରିଏନ ଦୋଳାୟମାନ ନିର୍ଦ୍ଦେଶାଳୟ ଭାରତୀୟ ଆଇନଶୃଙ୍ଖଳା ପରିଚାଳନାରେ ଗୁରୁତ୍ୱପୂର୍ଣ୍ଣ ଭୂମିକା ନେଉଥିବା ନିର୍ଦ୍ଦେଶାଳୟ ଏବେ ଦୋଳାୟମାନ ଅବସ୍ଥାରେ ଅଛି । ମୁଖ୍ୟ ପଦବୀ ଖାଲି ରହିଥିବାରୁ ନିଷ୍ପତ୍ତି ନେବାରେ ଅସୁବିଧା ହେଉଛି । ନୂଆ ମୁଖ୍ୟ ନିଯୁକ୍ତି ହେଲେ ହିଁ କାମରେ ଗତି ଆସିବ ବୋଲି ଅଧିକାରୀମାନେ କହୁଛନ୍ତି । ଭାରତୀୟ ଆଇନଶୃଙ୍ଖଳା ପରିଚାଳନାରେ ଗୁରୁତ୍ୱପୂର୍ଣ୍ଣ ଭୂମିକା ନେଉଥିବା ନିର୍ଦ୍ଦେଶାଳୟ ଏବେ ଦୋଳାୟମାନ ଅବସ୍ଥାରେ ଅଛି । ମୁଖ୍ୟ ପଦବୀ ଖାଲି ରହିଥିବାରୁ ନିଷ୍ପତ୍ତି ନେବାରେ ଅସୁବିଧା ହେଉଛି । ନୂଆ ମୁଖ୍ୟ ନିଯୁକ୍ତି ହେଲେ ହିଁ କାମରେ ଗତି ଆସିବ ବୋଲି ଅଧିକାରୀମାନେ କହୁଛନ୍ତି । କେନ୍ଦ୍ର ସରକାର ତଦନ୍ତ ରିପୋର୍ଟ ଉପରେ କାର୍ଯ୍ୟାନୁଷ୍ଠାନ ନେବାରେ ବିଳମ୍ବ କରୁଛନ୍ତି ବୋଲି ବିରୋଧୀ ଦଳ ଅଭିଯୋଗ କରିଛନ୍ତି । ଜନସାଧାରଣଙ୍କ ଟଙ୍କା ଅପଚୟ ହୋଇଥିବାରୁ ଦୋଷୀଙ୍କୁ ଦଣ୍ଡ ଦେବା ଜରୁରୀ । ଯେତେ ଶୀଘ୍ର ସମ୍ଭବ ତଦନ୍ତ ଶେଷ କରି ସତ୍ୟ ସାମ୍ନାକୁ ଆଣିବା ଉଚିତ । ରାଜ୍ୟଗୋଷ୍ଠୀ କ୍ରୀଡ଼ାରେ ଘଟିଥିବା ଦୁର୍ନୀତିର ଛାୟା ଏବେ ବି ଦେଶକୁ ଘାରି ରହିଛି । ଆୟୋଜନ କମିଟିର ଅନେକ ଅଧିକାରୀଙ୍କ ବିରୋଧରେ ତଦନ୍ତ ଚାଲିଛି ଓ କେତେକଙ୍କୁ ଗିରଫ କରାଯାଇଛି । ଦୁର୍ଘଟଣା ଓ ଅବ୍ୟବସ୍ଥାକୁ ନେଇ ଦେଶର ସମ୍ମାନ କ୍ଷୁଣ୍ଣ ହୋଇଛି । ଏହି ଘଟଣାରୁ ଶିକ୍ଷା ନେଇ ଭବିଷ୍ୟତରେ ବଡ଼ ଆୟୋଜନ ପାଇଁ ସ୍ୱଚ୍ଛ ବ୍ୟବସ୍ଥା ଗଢ଼ିବା ଆବଶ୍ୟକ । ଟଣାଓଟରା ଜଣେ ଆଇଏଏସ ଅଧିକାରୀଙ୍କ ବଦଳିକୁ ନେଇ ପ୍ରଧାନମନ୍ତ୍ରୀଙ୍କ କାର୍ଯ୍ୟାଳୟ ଓ ମନ୍ତ୍ରଣାଳୟ ମଧ୍ୟରେ ଟଣାଓଟରା ଚାଲିଛି । ଏହି ବିବାଦ ପ୍ରଶାସନିକ ସ୍ତରରେ ଅନେକ ପ୍ରଶ୍ନ ଉଠାଇଛି । ପ୍ରଧାନମନ୍ତ୍ରୀଙ୍କ ଅନୁମୋଦନ ପରେ ମଧ୍ୟ ନିଯୁକ୍ତି ଆଦେଶ ଜାରି ହେବାରେ ବିଳମ୍ବ ହେଉଛି । ଜଣେ ଆଇଏଏସ ଅଧିକାରୀଙ୍କ ବଦଳିକୁ ନେଇ ପ୍ରଧାନମନ୍ତ୍ରୀଙ୍କ କାର୍ଯ୍ୟାଳୟ ଓ ମନ୍ତ୍ରଣାଳୟ ମଧ୍ୟରେ ଟଣାଓଟରା ଚାଲିଛି । ଏହି ବିବାଦ ପ୍ରଶାସନିକ ସ୍ତରରେ ଅନେକ ପ୍ରଶ୍ନ ଉଠାଇଛି । ପ୍ରଧାନମନ୍ତ୍ରୀଙ୍କ ଅନୁମୋଦନ ପରେ ମଧ୍ୟ ନିଯୁକ୍ତି ଆଦେଶ ଜାରି ହେବାରେ ବିଳମ୍ବ ହେଉଛି । ଜଣେ ଆଇଏଏସ ଅଧିକାରୀଙ୍କ ବଦଳିକୁ ନେଇ ପ୍ରଧାନମନ୍ତ୍ରୀଙ୍କ କାର୍ଯ୍ୟାଳୟ ଓ ମନ୍ତ୍ରଣାଳୟ ମଧ୍ୟରେ ଟଣାଓଟରା ଚାଲିଛି । ଏହି ବିବାଦ ପ୍ରଶାସନିକ ସ୍ତରରେ ଅନେକ ପ୍ରଶ୍ନ ଉଠାଇଛି । ପ୍ରଧାନମନ୍ତ୍ରୀଙ୍କ ଅନୁମୋଦନ ପରେ ମଧ୍ୟ ନିଯୁକ୍ତି ଆଦେଶ ଜାରି ହେବାରେ ବିଳମ୍ବ ହେଉଛି । ଜଣେ ଆଇଏଏସ ଅଧିକାରୀଙ୍କ ବଦଳିକୁ ନେଇ ପ୍ରଧାନମନ୍ତ୍ରୀଙ୍କ କାର୍ଯ୍ୟାଳୟ ଓ ମନ୍ତ୍ରଣାଳୟ ମଧ୍ୟରେ ଟଣାଓଟରା ଚାଲିଛି । ଏହି ବିବାଦ ପ୍ରଶାସନିକ ସ୍ତରରେ ଅନେକ ପ୍ରଶ୍ନ ଉଠାଇଛି । ପ୍ରଧାନମନ୍ତ୍ରୀଙ୍କ ଅନୁମୋଦନ ପରେ ମଧ୍ୟ ନିଯୁକ୍ତି ଆଦେଶ ଜାରି ହେବାରେ ବିଳମ୍ବ ହେଉଛି । (ଲେଖକ ଦିଲ୍ଲୀସ୍ଥିତ ସାମ୍ବାଦିକ ଓ ବିଶ୍ଳେଷକ): [336, 159, 1154, 645]
- star-emblem-icon: [1110, 16, 1154, 60]
- solution-cell: 3: [1448, 1789, 1463, 1804]
- solution-cell: 3: [1403, 1879, 1418, 1894]
- poem-line: ଜୀବନରେ ଯେତେ ଆଶ୍ରା ଦେଇ: [14, 64, 165, 80]
- letter-heading: ମୂଲ୍ୟବୃଦ୍ଧି ନିୟନ୍ତ୍ରଣ କରାଯାଉ: [1175, 301, 1496, 332]
- sudoku-cell[interactable]: [1227, 1699, 1258, 1730]
- poem-line: ଆହୁ ଆକାରରେ ଗଳି ।: [54, 120, 164, 136]
- sudoku-cell[interactable]: 9: [1227, 1637, 1258, 1668]
- sudoku-cell[interactable]: [1320, 1482, 1351, 1513]
- sudoku-cell[interactable]: 5: [1196, 1513, 1227, 1544]
- solution-cell: 7: [1478, 1819, 1493, 1834]
- ambassador-photo: [620, 1471, 870, 1771]
- sudoku-cell[interactable]: [1351, 1606, 1382, 1637]
- sudoku-cell[interactable]: 6: [1289, 1482, 1320, 1513]
- sudoku-cell[interactable]: 1: [1196, 1730, 1227, 1761]
- district-name: ଦେବଗଡ଼: [7, 602, 215, 642]
- godara-body: ଦେବଗଡ଼ ଜିଲାର ଉତ୍ତର ଦିଗରେ ଅବସ୍ଥିତ ଗୋଦରା ଗାଁ ଏବେ ବି ଉନ୍ନୟନର ଆଲୁଅ ଦେଖିନାହିଁ । ଗାଁକୁ ଯିବା ପାଇଁ ଭଲ ରାସ୍ତା ନାହିଁ, ପାନୀୟ ଜଳ ଓ ବିଦ୍ୟୁତ୍ ସମସ୍ୟା ଲାଗି ରହିଛି । ଗାଁର ଲୋକମାନେ ବର୍ଷା ଦିନରେ ନଦୀ ପାର ହୋଇ ବଜାରକୁ ଯାଆନ୍ତି । ଶିକ୍ଷା ଓ ସ୍ୱାସ୍ଥ୍ୟ ସେବା ପାଇଁ ଅନେକ ଦୂର ଯିବାକୁ ପଡ଼େ । ସରକାରୀ ଯୋଜନାର ସୁବିଧା ଗାଁ ପର୍ଯ୍ୟନ୍ତ ପହଞ୍ଚୁ ନାହିଁ ବୋଲି ଗ୍ରାମବାସୀ ଅଭିଯୋଗ କରିଛନ୍ତି । ପ୍ରଶାସନ ଏ ଦିଗରେ ତୁରନ୍ତ ଦୃଷ୍ଟି ଦେବା ଆବଶ୍ୟକ । ଦେବଗଡ଼ ଜିଲାର ଉତ୍ତର ଦିଗରେ ଅବସ୍ଥିତ ଗୋଦରା ଗାଁ ଏବେ ବି ଉନ୍ନୟନର ଆଲୁଅ ଦେଖିନାହିଁ । ଗାଁକୁ ଯିବା ପାଇଁ ଭଲ ରାସ୍ତା ନାହିଁ, ପାନୀୟ ଜଳ ଓ ବିଦ୍ୟୁତ୍ ସମସ୍ୟା ଲାଗି ରହିଛି । ଗାଁର ଲୋକମାନେ ବର୍ଷା ଦିନରେ ନଦୀ ପାର ହୋଇ ବଜାରକୁ ଯାଆନ୍ତି । ଶିକ୍ଷା ଓ ସ୍ୱାସ୍ଥ୍ୟ ସେବା ପାଇଁ ଅନେକ ଦୂର ଯିବାକୁ ପଡ଼େ । ସରକାରୀ ଯୋଜନାର ସୁବିଧା ଗାଁ ପର୍ଯ୍ୟନ୍ତ ପହଞ୍ଚୁ ନାହିଁ ବୋଲି ଗ୍ରାମବାସୀ ଅଭିଯୋଗ କରିଛନ୍ତି । ପ୍ରଶାସନ ଏ ଦିଗରେ ତୁରନ୍ତ ଦୃଷ୍ଟି ଦେବା ଆବଶ୍ୟକ । ଦେବଗଡ଼ ଜିଲାର ଉତ୍ତର ଦିଗରେ ଅବସ୍ଥିତ ଗୋଦରା ଗାଁ ଏବେ ବି ଉନ୍ନୟନର ଆଲୁଅ ଦେଖିନାହିଁ । ଗାଁକୁ ଯିବା ପାଇଁ ଭଲ ରାସ୍ତା ନାହିଁ, ପାନୀୟ ଜଳ ଓ ବିଦ୍ୟୁତ୍ ସମସ୍ୟା ଲାଗି ରହିଛି । ଗାଁର ଲୋକମାନେ ବର୍ଷା ଦିନରେ ନଦୀ ପାର ହୋଇ ବଜାରକୁ ଯାଆନ୍ତି । ଶିକ୍ଷା ଓ ସ୍ୱାସ୍ଥ୍ୟ ସେବା ପାଇଁ ଅନେକ ଦୂର ଯିବାକୁ ପଡ଼େ । ସରକାରୀ ଯୋଜନାର ସୁବିଧା ଗାଁ ପର୍ଯ୍ୟନ୍ତ ପହଞ୍ଚୁ ନାହିଁ ବୋଲି ଗ୍ରାମବାସୀ ଅଭିଯୋଗ କରିଛନ୍ତି । ପ୍ରଶାସନ ଏ ଦିଗରେ ତୁରନ୍ତ ଦୃଷ୍ଟି ଦେବା ଆବଶ୍ୟକ । ଦେବଗଡ଼ ଜିଲାର ଉତ୍ତର ଦିଗରେ ଅବସ୍ଥିତ ଗୋଦରା ଗାଁ ଏବେ ବି ଉନ୍ନୟନର ଆଲୁଅ ଦେଖିନାହିଁ । ଗାଁକୁ ଯିବା ପାଇଁ ଭଲ ରାସ୍ତା ନାହିଁ, ପାନୀୟ ଜଳ ଓ ବିଦ୍ୟୁତ୍ ସମସ୍ୟା ଲାଗି ରହିଛି । ଗାଁର ଲୋକମାନେ ବର୍ଷା ଦିନରେ ନଦୀ ପାର ହୋଇ ବଜାରକୁ ଯାଆନ୍ତି । ଶିକ୍ଷା ଓ ସ୍ୱାସ୍ଥ୍ୟ ସେବା ପାଇଁ ଅନେକ ଦୂର ଯିବାକୁ ପଡ଼େ । ସରକାରୀ ଯୋଜନାର ସୁବିଧା ଗାଁ ପର୍ଯ୍ୟନ୍ତ ପହଞ୍ଚୁ ନାହିଁ ବୋଲି ଗ୍ରାମବାସୀ ଅଭିଯୋଗ କରିଛନ୍ତି । ପ୍ରଶାସନ ଏ ଦିଗରେ ତୁରନ୍ତ ଦୃଷ୍ଟି ଦେବା ଆବଶ୍ୟକ । ଦେବଗଡ଼ ଜିଲାର ଉତ୍ତର ଦିଗରେ ଅବସ୍ଥିତ ଗୋଦରା ଗାଁ ଏବେ ବି ଉନ୍ନୟନର ଆଲୁଅ ଦେଖିନାହିଁ । ଗାଁକୁ ଯିବା ପାଇଁ ଭଲ ରାସ୍ତା ନାହିଁ, ପାନୀୟ ଜଳ ଓ ବିଦ୍ୟୁତ୍ ସମସ୍ୟା ଲାଗି ରହିଛି । ଗାଁର ଲୋକମାନେ ବର୍ଷା ଦିନରେ ନଦୀ ପାର ହୋଇ ବଜାରକୁ ଯାଆନ୍ତି । ଶିକ୍ଷା ଓ ସ୍ୱାସ୍ଥ୍ୟ ସେବା ପାଇଁ ଅନେକ ଦୂର ଯିବାକୁ ପଡ଼େ । ସରକାରୀ ଯୋଜନାର ସୁବିଧା ଗାଁ ପର୍ଯ୍ୟନ୍ତ ପହଞ୍ଚୁ ନାହିଁ ବୋଲି ଗ୍ରାମବାସୀ ଅଭିଯୋଗ କରିଛନ୍ତି । ପ୍ରଶାସନ ଏ ଦିଗରେ ତୁରନ୍ତ ଦୃଷ୍ଟି ଦେବା ଆବଶ୍ୟକ ।: [8, 702, 310, 1350]
- solution-cell: 7: [1418, 1909, 1433, 1924]
- anniversary-title: ପଚିଶ ବର୍ଷ ତଳର ଧରିତ୍ରୀ...: [1185, 1270, 1279, 1354]
- sudoku-credit: © Puzzles by Pappocom: [1182, 1463, 1291, 1474]
- sudoku-cell[interactable]: [1289, 1544, 1320, 1575]
- sudoku-cell[interactable]: [1227, 1606, 1258, 1637]
- sudoku-cell[interactable]: 4: [1444, 1730, 1475, 1761]
- sudoku-cell[interactable]: [1413, 1668, 1444, 1699]
- solution-cell: 4: [1373, 1909, 1388, 1924]
- sudoku-cell[interactable]: 8: [1258, 1575, 1289, 1606]
- solution-cell: 1: [1358, 1849, 1373, 1864]
- sudoku-cell[interactable]: 7: [1351, 1730, 1382, 1761]
- solution-cell: 7: [1448, 1864, 1463, 1879]
- sudoku-cell[interactable]: [1444, 1606, 1475, 1637]
- letter-signature: ସୁନୀଲ କୁମାର ସାହୁ, ହାଇଲ୍ୟାଣ୍ଡ କଲୋନି, ପାଣପୋଷ: [1263, 273, 1491, 287]
- poverty-body: ଗତ ଏପ୍ରିଲ ୮ ତାରିଖରେ ଏହି ସ୍ତମ୍ଭରେ 'ଦୁଇଟି ଭାରତ' ଶୀର୍ଷକ ଲେଖା ପାଠକଙ୍କ ଅନେକ ପ୍ରତିକ୍ରିୟା ପାଇଛି । ଯୋଜନା କମିଶନ ଦାରିଦ୍ର୍ୟ ରେଖା ନିର୍ଣ୍ଣୟ ପାଇଁ ଯେଉଁ ମାପଦଣ୍ଡ ଗ୍ରହଣ କରିଛି ତାହା ବାସ୍ତବତାଠାରୁ ବହୁ ଦୂରରେ । ଗ୍ରାମାଞ୍ଚଳରେ ଦୈନିକ ମାତ୍ର କିଛି ଟଙ୍କା ଖର୍ଚ୍ଚ କରୁଥିବା ଲୋକଙ୍କୁ ଗରିବ ନୁହଁନ୍ତି ବୋଲି କହିବା ଅନୁଚିତ । ଏହି ହିସାବରେ ଦାରିଦ୍ର୍ୟ ହ୍ରାସ ହେଉଥିବା ଦେଖାଯାଉଛି, କିନ୍ତୁ ପ୍ରକୃତ ଅବସ୍ଥା ଭିନ୍ନ । ଜାତୀୟ ନମୁନା ସର୍ବେକ୍ଷଣ ତଥ୍ୟ ଅନୁଯାୟୀ ୨୦୦୪-୦୫ ରୁ ୨୦୦୯-୧୦ ମଧ୍ୟରେ ଦାରିଦ୍ର୍ୟ ହାର ୩୭.୨ ପ୍ରତିଶତରୁ ୨୯.୮ ପ୍ରତିଶତକୁ ଖସିଛି ବୋଲି ଦର୍ଶାଯାଇଛି । ଓଡ଼ିଶାରେ ମଧ୍ୟ ଦାରିଦ୍ର୍ୟ ହାର କମିଛି ବୋଲି କୁହାଯାଉଛି । କିନ୍ତୁ ଖାଦ୍ୟ ଦରଦାମ ବୃଦ୍ଧି ଓ ଜୀବନଧାରଣ ଖର୍ଚ୍ଚକୁ ବିଚାର କଲେ ଏହି ହ୍ରାସ କାଗଜ କଲମରେ ହିଁ ସୀମିତ । ସରକାର ଯଦି ଗରିବଙ୍କ ସଂଖ୍ୟା କମ୍ ଦେଖାଇ କଲ୍ୟାଣ ଯୋଜନାର ହିତାଧିକାରୀ ସଂଖ୍ୟା ହ୍ରାସ କରନ୍ତି ତେବେ ପ୍ରକୃତ ଗରିବ ସୁବିଧାରୁ ବଞ୍ଚିତ ହେବେ । ତେଣୁ ଦାରିଦ୍ର୍ୟ ମାପଦଣ୍ଡ ପୁନର୍ବିଚାର କରିବା ଆବଶ୍ୟକ । ଗତ ଏପ୍ରିଲ ୮ ତାରିଖରେ ଏହି ସ୍ତମ୍ଭରେ 'ଦୁଇଟି ଭାରତ' ଶୀର୍ଷକ ଲେଖା ପାଠକଙ୍କ ଅନେକ ପ୍ରତିକ୍ରିୟା ପାଇଛି । ଯୋଜନା କମିଶନ ଦାରିଦ୍ର୍ୟ ରେଖା ନିର୍ଣ୍ଣୟ ପାଇଁ ଯେଉଁ ମାପଦଣ୍ଡ ଗ୍ରହଣ କରିଛି ତାହା ବାସ୍ତବତାଠାରୁ ବହୁ ଦୂରରେ । ଗ୍ରାମାଞ୍ଚଳରେ ଦୈନିକ ମାତ୍ର କିଛି ଟଙ୍କା ଖର୍ଚ୍ଚ କରୁଥିବା ଲୋକଙ୍କୁ ଗରିବ ନୁହଁନ୍ତି ବୋଲି କହିବା ଅନୁଚିତ । ଏହି ହିସାବରେ ଦାରିଦ୍ର୍ୟ ହ୍ରାସ ହେଉଥିବା ଦେଖାଯାଉଛି, କିନ୍ତୁ ପ୍ରକୃତ ଅବସ୍ଥା ଭିନ୍ନ । ଜାତୀୟ ନମୁନା ସର୍ବେକ୍ଷଣ ତଥ୍ୟ ଅନୁଯାୟୀ ୨୦୦୪-୦୫ ରୁ ୨୦୦୯-୧୦ ମଧ୍ୟରେ ଦାରିଦ୍ର୍ୟ ହାର ୩୭.୨ ପ୍ରତିଶତରୁ ୨୯.୮ ପ୍ରତିଶତକୁ ଖସିଛି ବୋଲି ଦର୍ଶାଯାଇଛି । ଓଡ଼ିଶାରେ ମଧ୍ୟ ଦାରିଦ୍ର୍ୟ ହାର କମିଛି ବୋଲି କୁହାଯାଉଛି । କିନ୍ତୁ ଖାଦ୍ୟ ଦରଦାମ ବୃଦ୍ଧି ଓ ଜୀବନଧାରଣ ଖର୍ଚ୍ଚକୁ ବିଚାର କଲେ ଏହି ହ୍ରାସ କାଗଜ କଲମରେ ହିଁ ସୀମିତ । ଗ୍ରାମାଞ୍ଚଳରେ ମାସିକ ମୁଣ୍ଡପିଛା ଖର୍ଚ୍ଚ ୬୭୨.୮ ଟଙ୍କା ଓ ସହରାଞ୍ଚଳରେ ୮୫୯.୬ ଟଙ୍କାକୁ ଦାରିଦ୍ର୍ୟ ସୀମା ଭାବେ ଧରାଯାଇଛି । ଏହି ଟଙ୍କାରେ ଜଣେ ବ୍ୟକ୍ତି ଖାଦ୍ୟ, ବସ୍ତ୍ର, ଶିକ୍ଷା ଓ ସ୍ୱାସ୍ଥ୍ୟ ଖର୍ଚ୍ଚ ବହନ କରିପାରିବେ କି ? ଏହା ଏକ ବଡ଼ ପ୍ରଶ୍ନ । ସରକାର ଯଦି ଗରିବଙ୍କ ସଂଖ୍ୟା କମ୍ ଦେଖାଇ କଲ୍ୟାଣ ଯୋଜନାର ହିତାଧିକାରୀ ସଂଖ୍ୟା ହ୍ରାସ କରନ୍ତି ତେବେ ପ୍ରକୃତ ଗରିବ ସୁବିଧାରୁ ବଞ୍ଚିତ ହେବେ । ତେଣୁ ଦାରିଦ୍ର୍ୟ ମାପଦଣ୍ଡ ପୁନର୍ବିଚାର କରିବା ଆବଶ୍ୟକ । ଗତ ଏପ୍ରିଲ ୮ ତାରିଖରେ ଏହି ସ୍ତମ୍ଭରେ 'ଦୁଇଟି ଭାରତ' ଶୀର୍ଷକ ଲେଖା ପାଠକଙ୍କ ଅନେକ ପ୍ରତିକ୍ରିୟା ପାଇଛି । ଯୋଜନା କମିଶନ ଦାରିଦ୍ର୍ୟ ରେଖା ନିର୍ଣ୍ଣୟ ପାଇଁ ଯେଉଁ ମାପଦଣ୍ଡ ଗ୍ରହଣ କରିଛି ତାହା ବାସ୍ତବତାଠାରୁ ବହୁ ଦୂରରେ । ଗ୍ରାମାଞ୍ଚଳରେ ଦୈନିକ ମାତ୍ର କିଛି ଟଙ୍କା ଖର୍ଚ୍ଚ କରୁଥିବା ଲୋକଙ୍କୁ ଗରିବ ନୁହଁନ୍ତି ବୋଲି କହିବା ଅନୁଚିତ । ଏହି ହିସାବରେ ଦାରିଦ୍ର୍ୟ ହ୍ରାସ ହେଉଥିବା ଦେଖାଯାଉଛି, କିନ୍ତୁ ପ୍ରକୃତ ଅବସ୍ଥା ଭିନ୍ନ । ଜାତୀୟ ନମୁନା ସର୍ବେକ୍ଷଣ ତଥ୍ୟ ଅନୁଯାୟୀ ୨୦୦୪-୦୫ ରୁ ୨୦୦୯-୧୦ ମଧ୍ୟରେ ଦାରିଦ୍ର୍ୟ ହାର ୩୭.୨ ପ୍ରତିଶତରୁ ୨୯.୮ ପ୍ରତିଶତକୁ ଖସିଛି ବୋଲି ଦର୍ଶାଯାଇଛି । ଓଡ଼ିଶାରେ ମଧ୍ୟ ଦାରିଦ୍ର୍ୟ ହାର କମିଛି ବୋଲି କୁହାଯାଉଛି । କିନ୍ତୁ ଖାଦ୍ୟ ଦରଦାମ ବୃଦ୍ଧି ଓ ଜୀବନଧାରଣ ଖର୍ଚ୍ଚକୁ ବିଚାର କଲେ ଏହି ହ୍ରାସ କାଗଜ କଲମରେ ହିଁ ସୀମିତ । ଗ୍ରାମାଞ୍ଚଳରେ ମାସିକ ମୁଣ୍ଡପିଛା ଖର୍ଚ୍ଚ ୬୭୨.୮ ଟଙ୍କା ଓ ସହରାଞ୍ଚଳରେ ୮୫୯.୬ ଟଙ୍କାକୁ ଦାରିଦ୍ର୍ୟ ସୀମା ଭାବେ ଧରାଯାଇଛି । ଏହି ଟଙ୍କାରେ ଜଣେ ବ୍ୟକ୍ତି ଖାଦ୍ୟ, ବସ୍ତ୍ର, ଶିକ୍ଷା ଓ ସ୍ୱାସ୍ଥ୍ୟ ଖର୍ଚ୍ଚ ବହନ କରିପାରିବେ କି ? ଏହା ଏକ ବଡ଼ ପ୍ରଶ୍ନ । ଗତ ଏପ୍ରିଲ ୮ ତାରିଖରେ ଏହି ସ୍ତମ୍ଭରେ 'ଦୁଇଟି ଭାରତ' ଶୀର୍ଷକ ଲେଖା ପାଠକଙ୍କ ଅନେକ ପ୍ରତିକ୍ରିୟା ପାଇଛି । ଯୋଜନା କମିଶନ ଦାରିଦ୍ର୍ୟ ରେଖା ନିର୍ଣ୍ଣୟ ପାଇଁ ଯେଉଁ ମାପଦଣ୍ଡ ଗ୍ରହଣ କରିଛି ତାହା ବାସ୍ତବତାଠାରୁ ବହୁ ଦୂରରେ । ଗ୍ରାମାଞ୍ଚଳରେ ଦୈନିକ ମାତ୍ର କିଛି ଟଙ୍କା ଖର୍ଚ୍ଚ କରୁଥିବା ଲୋକଙ୍କୁ ଗରିବ ନୁହଁନ୍ତି ବୋଲି କହିବା ଅନୁଚିତ । ଏହି ହିସାବରେ ଦାରିଦ୍ର୍ୟ ହ୍ରାସ ହେଉଥିବା ଦେଖାଯାଉଛି, କିନ୍ତୁ ପ୍ରକୃତ ଅବସ୍ଥା ଭିନ୍ନ । ଅର୍ଥଚିନ୍ତା ସନ୍ତୋଷ କୁମାର ମହାପାତ୍ର ସରକାର ଯଦି ଗରିବଙ୍କ ସଂଖ୍ୟା କମ୍ ଦେଖାଇ କଲ୍ୟାଣ ଯୋଜନାର ହିତାଧିକାରୀ ସଂଖ୍ୟା ହ୍ରାସ କରନ୍ତି ତେବେ ପ୍ରକୃତ ଗରିବ ସୁବିଧାରୁ ବଞ୍ଚିତ ହେବେ । ତେଣୁ ଦାରିଦ୍ର୍ୟ ମାପଦଣ୍ଡ ପୁନର୍ବିଚାର କରିବା ଆବଶ୍ୟକ । ଭୁଲ ତଥ୍ୟ ଉପରେ ଆଧାରିତ ନୀତି ଦେଶର ଭବିଷ୍ୟତ ପାଇଁ ଘାତକ । ତେଣୁ ସରକାର ଓ ଯୋଜନା କମିଶନ ପ୍ରକୃତ ଚିତ୍ରକୁ ସ୍ୱୀକାର କରି ଗରିବଙ୍କ ପାଇଁ ପ୍ରଭାବଶାଳୀ ପଦକ୍ଷେପ ନେବା ଉଚିତ । ଗ୍ରାମାଞ୍ଚଳରେ ମାସିକ ମୁଣ୍ଡପିଛା ଖର୍ଚ୍ଚ ୬୭୨.୮ ଟଙ୍କା ଓ ସହରାଞ୍ଚଳରେ ୮୫୯.୬ ଟଙ୍କାକୁ ଦାରିଦ୍ର୍ୟ ସୀମା ଭାବେ ଧରାଯାଇଛି । ଏହି ଟଙ୍କାରେ ଜଣେ ବ୍ୟକ୍ତି ଖାଦ୍ୟ, ବସ୍ତ୍ର, ଶିକ୍ଷା ଓ ସ୍ୱାସ୍ଥ୍ୟ ଖର୍ଚ୍ଚ ବହନ କରିପାରିବେ କି ? ଏହା ଏକ ବଡ଼ ପ୍ରଶ୍ନ । ଜାତୀୟ ନମୁନା ସର୍ବେକ୍ଷଣ ତଥ୍ୟ ଅନୁଯାୟୀ ୨୦୦୪-୦୫ ରୁ ୨୦୦୯-୧୦ ମଧ୍ୟରେ ଦାରିଦ୍ର୍ୟ ହାର ୩୭.୨ ପ୍ରତିଶତରୁ ୨୯.୮ ପ୍ରତିଶତକୁ ଖସିଛି ବୋଲି ଦର୍ଶାଯାଇଛି । ଓଡ଼ିଶାରେ ମଧ୍ୟ ଦାରିଦ୍ର୍ୟ ହାର କମିଛି ବୋଲି କୁହାଯାଉଛି । କିନ୍ତୁ ଖାଦ୍ୟ ଦରଦାମ ବୃଦ୍ଧି ଓ ଜୀବନଧାରଣ ଖର୍ଚ୍ଚକୁ ବିଚାର କଲେ ଏହି ହ୍ରାସ କାଗଜ କଲମରେ ହିଁ ସୀମିତ । ଭୁଲ ତଥ୍ୟ ଉପରେ ଆଧାରିତ ନୀତି ଦେଶର ଭବିଷ୍ୟତ ପାଇଁ ଘାତକ । ତେଣୁ ସରକାର ଓ ଯୋଜନା କମିଶନ ପ୍ରକୃତ ଚିତ୍ରକୁ ସ୍ୱୀକାର କରି ଗରିବଙ୍କ ପାଇଁ ପ୍ରଭାବଶାଳୀ ପଦକ୍ଷେପ ନେବା ଉଚିତ । ଏକାଡେମି, ଚିକିତ୍ସା ବିଭାଗ, କଟକ, ମୋ-୯୪୩୭୬୪୩୬୬୬: [336, 753, 1154, 1336]
- left-column: [0, 0, 318, 2341]
- anniversary-date: ୨୯ ଏପ୍ରିଲ ୧୯୮୭: [1333, 1299, 1486, 1325]
- sudoku-rules: ସୁ-ଡୋ-କୁ ଏକ ସଂଖ୍ୟା ଖେଳ । ପ୍ରତ୍ୟେକ ଧାଡ଼ି, ସ୍ତମ୍ଭ ଓ ୩×୩ ବାକ୍ସରେ ୧ ରୁ ୯ ପର୍ଯ୍ୟନ୍ତ ସଂଖ୍ୟା ଥରେ ଲେଖାଯିବ । କୌଣସି ସଂଖ୍ୟା ଦୁଇଥର ଆସିବ ନାହିଁ ।: [1178, 1784, 1341, 1862]
- sudoku-cell[interactable]: [1258, 1730, 1289, 1761]
- solution-cell: 2: [1463, 1864, 1478, 1879]
- sudoku-cell[interactable]: [1258, 1482, 1289, 1513]
- solution-cell: 5: [1418, 1834, 1433, 1849]
- author-photo: [754, 962, 822, 1038]
- sudoku-cell[interactable]: [1382, 1699, 1413, 1730]
- solution-cell: 4: [1388, 1819, 1403, 1834]
